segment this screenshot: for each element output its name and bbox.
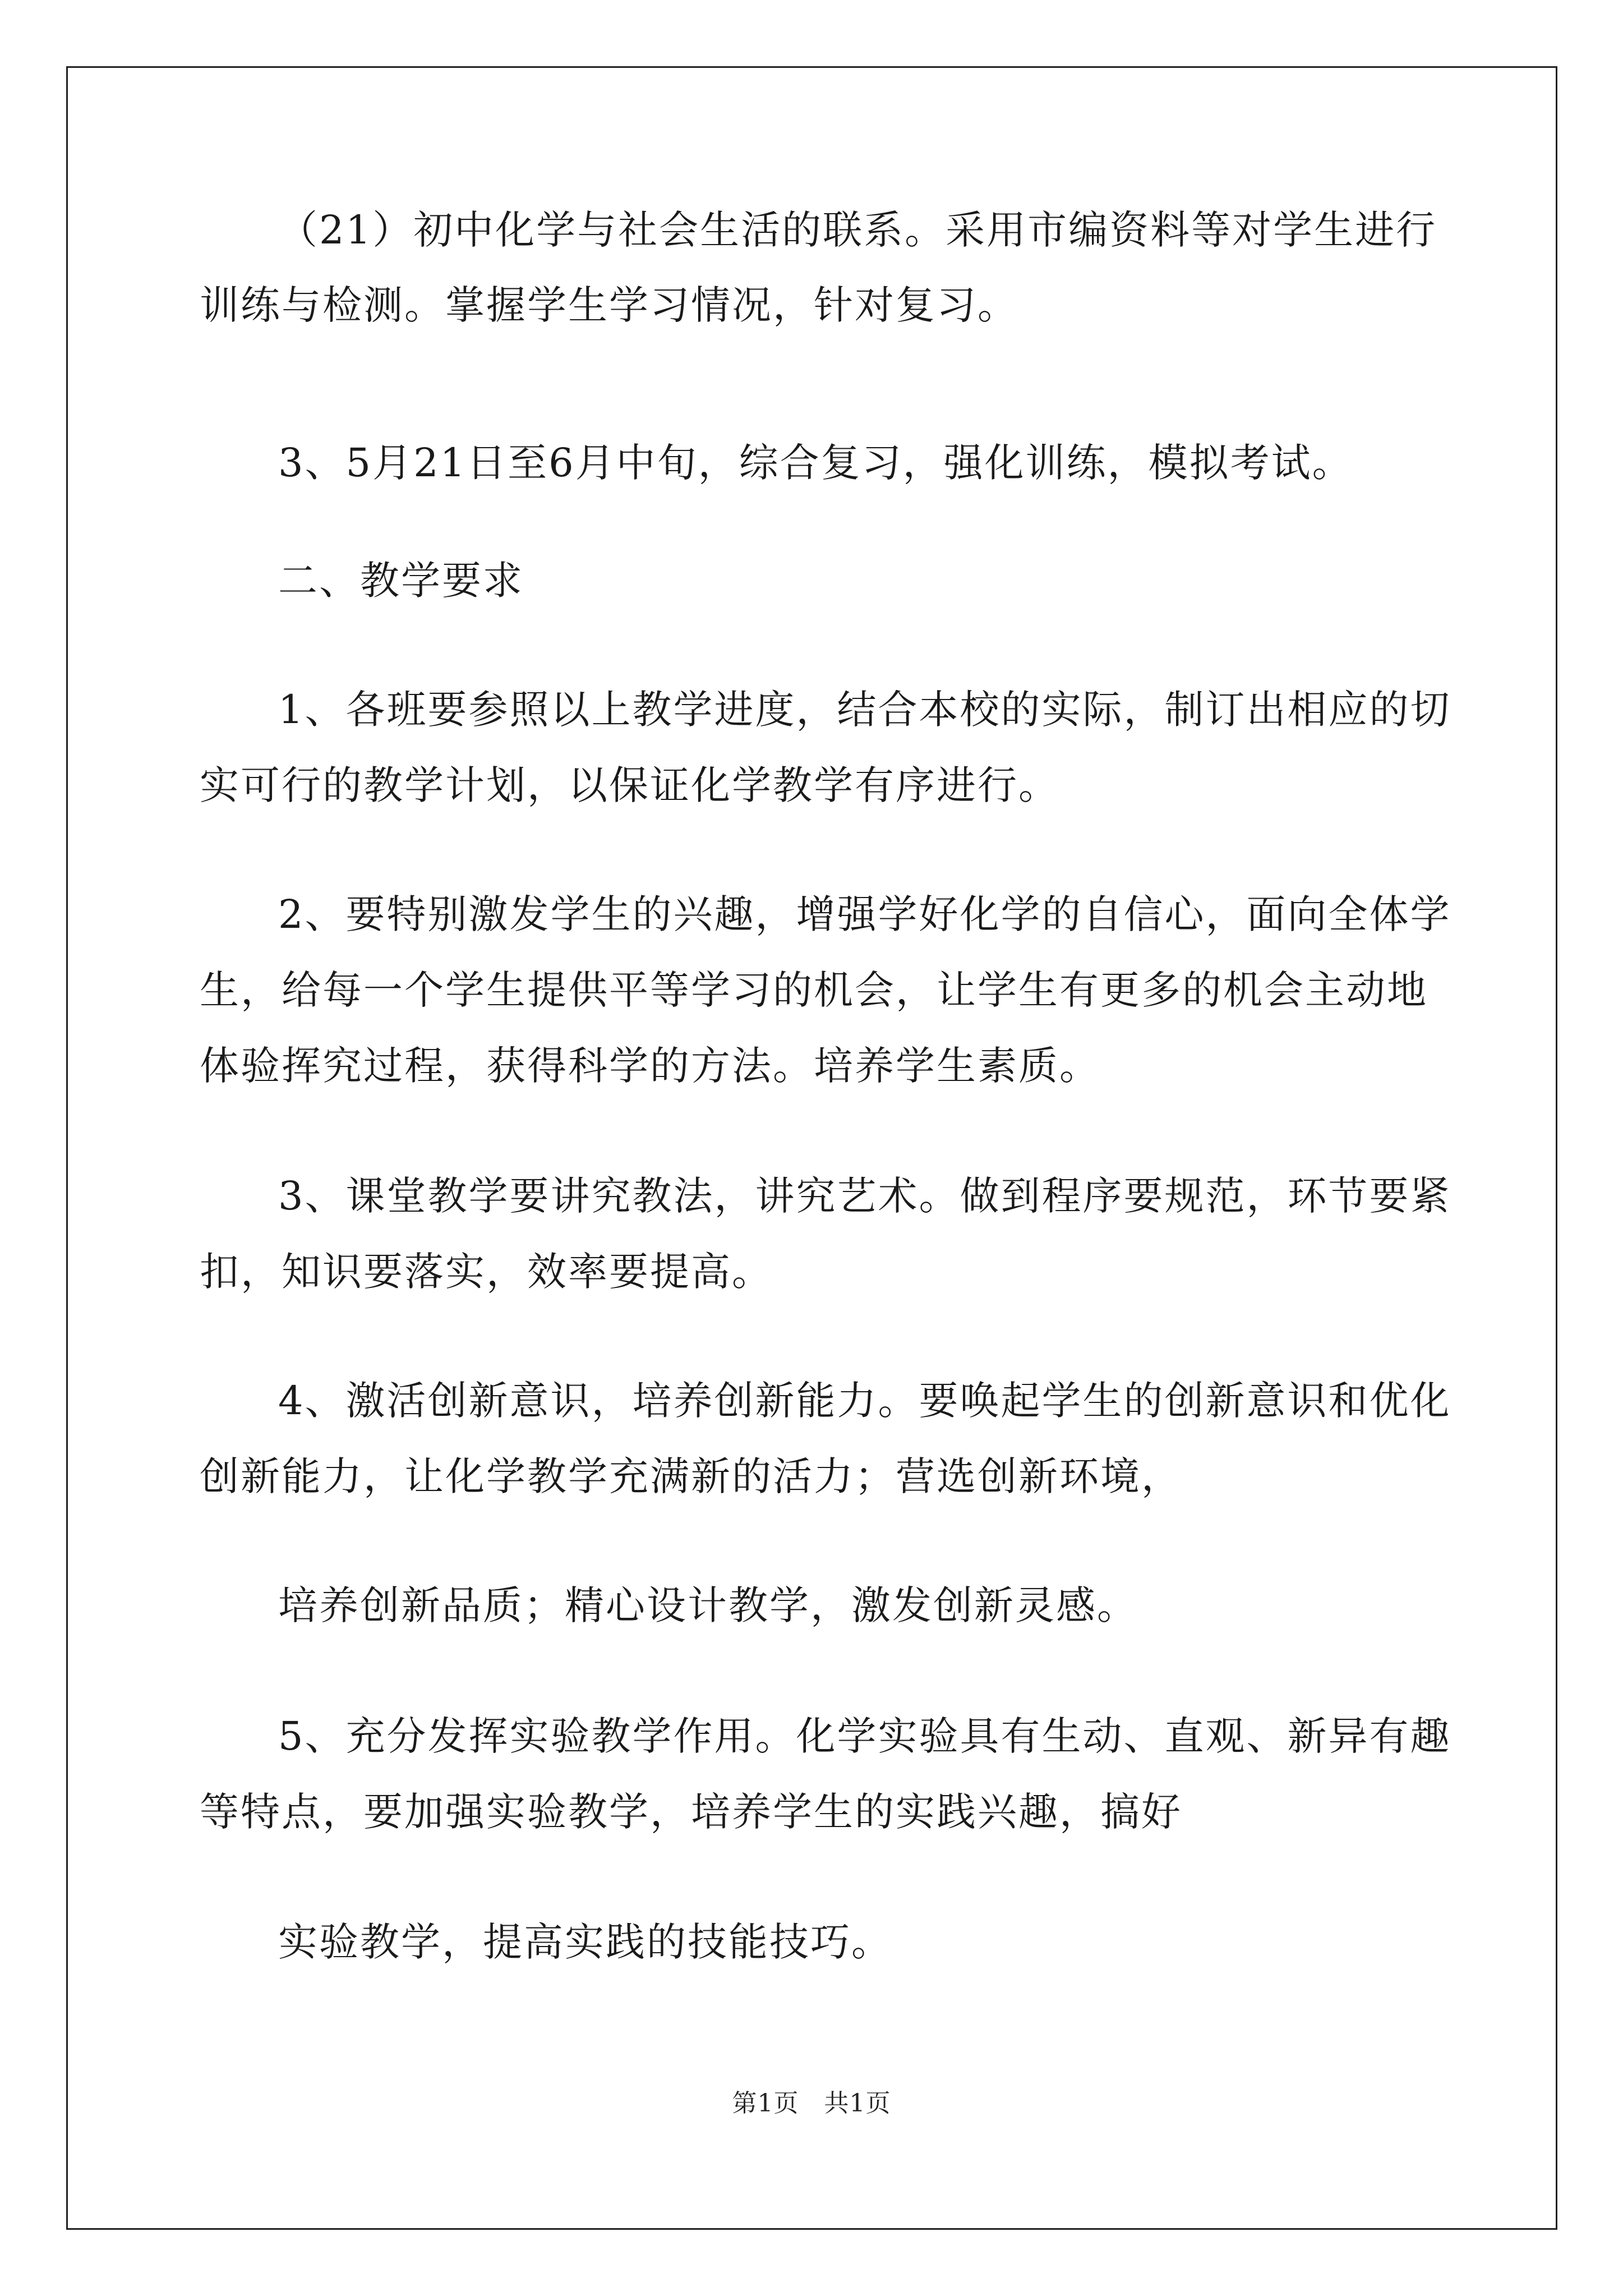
text-line: 创新能力，让化学教学充满新的活力；营选创新环境， — [200, 1453, 1182, 1499]
text-line: 5、充分发挥实验教学作用。化学实验具有生动、直观、新异有趣 — [278, 1713, 1451, 1759]
text-line: 实验教学，提高实践的技能技巧。 — [278, 1919, 892, 1965]
text-line: 培养创新品质；精心设计教学，激发创新灵感。 — [278, 1582, 1138, 1628]
text-line: 4、激活创新意识，培养创新能力。要唤起学生的创新意识和优化 — [278, 1378, 1451, 1424]
text-line: 1、各班要参照以上教学进度，结合本校的实际，制订出相应的切 — [278, 687, 1451, 733]
section-heading: 二、教学要求 — [278, 558, 524, 604]
text-line: 3、5月21日至6月中旬，综合复习，强化训练，模拟考试。 — [278, 440, 1353, 486]
text-line: 扣，知识要落实，效率要提高。 — [200, 1249, 773, 1295]
text-line: 2、要特别激发学生的兴趣，增强学好化学的自信心，面向全体学 — [278, 891, 1451, 937]
text-line: 生，给每一个学生提供平等学习的机会，让学生有更多的机会主动地 — [200, 967, 1428, 1013]
text-line: （21）初中化学与社会生活的联系。采用市编资料等对学生进行 — [278, 207, 1437, 253]
page-border — [66, 66, 1557, 2230]
page-number-footer: 第1页 共1页 — [732, 2089, 891, 2118]
text-line: 体验挥究过程，获得科学的方法。培养学生素质。 — [200, 1043, 1100, 1089]
text-line: 等特点，要加强实验教学，培养学生的实践兴趣，搞好 — [200, 1789, 1182, 1835]
text-line: 实可行的教学计划，以保证化学教学有序进行。 — [200, 762, 1059, 808]
text-line: 3、课堂教学要讲究教法，讲究艺术。做到程序要规范，环节要紧 — [278, 1173, 1451, 1219]
text-line: 训练与检测。掌握学生学习情况，针对复习。 — [200, 282, 1018, 328]
